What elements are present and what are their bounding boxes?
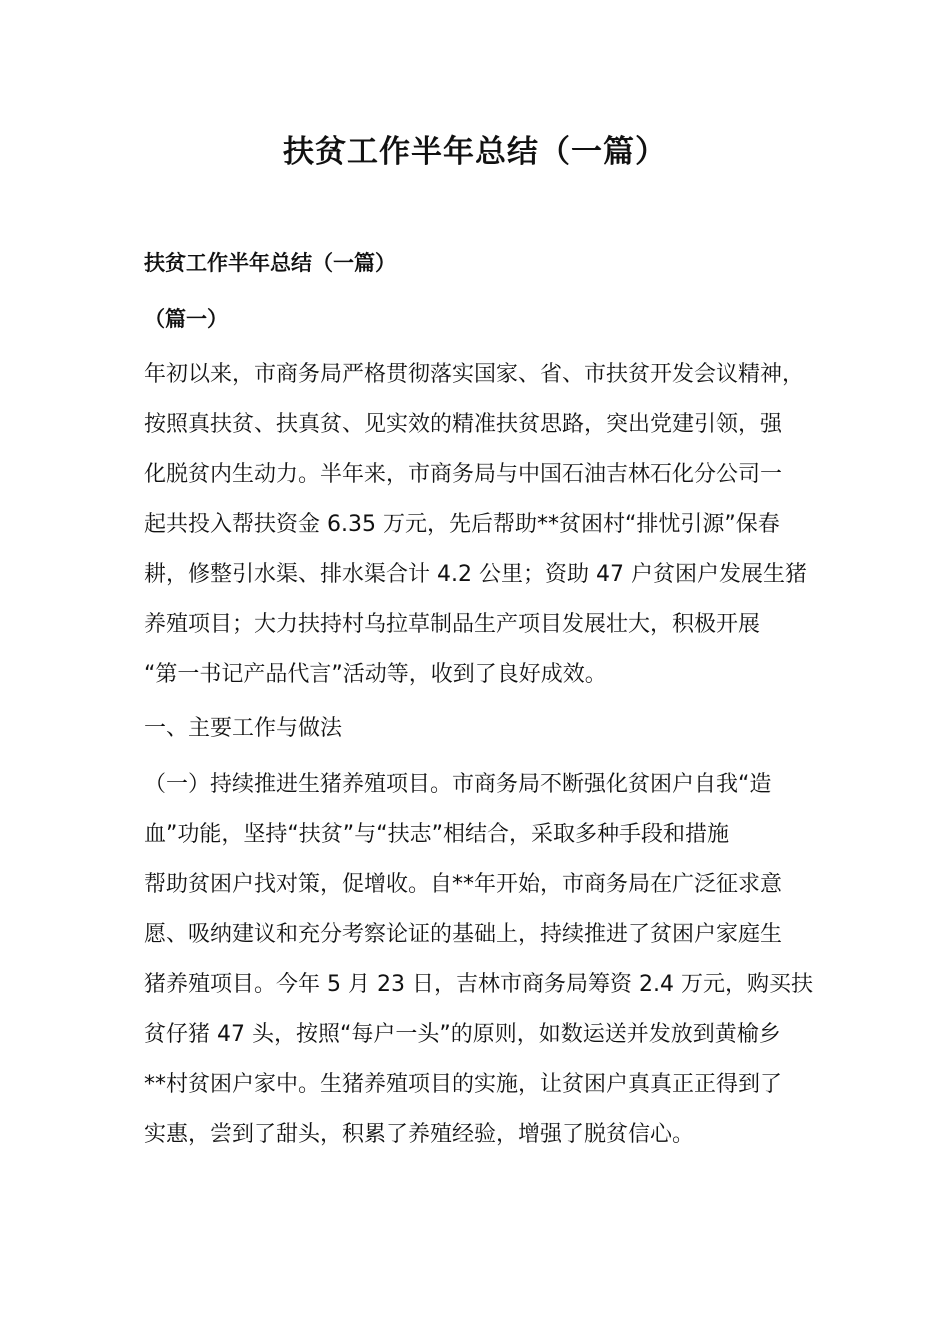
paragraph-line: 帮助贫困户找对策，促增收。自**年开始，市商务局在广泛征求意 bbox=[144, 872, 783, 897]
paragraph-line: 实惠，尝到了甜头，积累了养殖经验，增强了脱贫信心。 bbox=[144, 1122, 695, 1147]
paragraph-line: 化脱贫内生动力。半年来，市商务局与中国石油吉林石化分公司一 bbox=[144, 462, 783, 487]
paragraph-line: “第一书记产品代言”活动等，收到了良好成效。 bbox=[144, 662, 607, 687]
paragraph-line: **村贫困户家中。生猪养殖项目的实施，让贫困户真真正正得到了 bbox=[144, 1072, 783, 1097]
paragraph-line: 血”功能，坚持“扶贫”与“扶志”相结合，采取多种手段和措施 bbox=[144, 822, 729, 847]
paragraph-line: （一）持续推进生猪养殖项目。市商务局不断强化贫困户自我“造 bbox=[144, 772, 772, 797]
paragraph-line: 耕，修整引水渠、排水渠合计 4.2 公里；资助 47 户贫困户发展生猪 bbox=[144, 562, 807, 587]
paragraph-line: 养殖项目；大力扶持村乌拉草制品生产项目发展壮大，积极开展 bbox=[144, 612, 761, 637]
paragraph-line: 起共投入帮扶资金 6.35 万元，先后帮助**贫困村“排忧引源”保春 bbox=[144, 512, 780, 537]
document-subtitle: 扶贫工作半年总结（一篇） bbox=[144, 251, 396, 275]
paragraph-line: 贫仔猪 47 头，按照“每户一头”的原则，如数运送并发放到黄榆乡 bbox=[144, 1022, 781, 1047]
paragraph-line: 按照真扶贫、扶真贫、见实效的精准扶贫思路，突出党建引领，强 bbox=[144, 412, 783, 437]
paragraph-line: 猪养殖项目。今年 5 月 23 日，吉林市商务局筹资 2.4 万元，购买扶 bbox=[144, 972, 813, 997]
section1-paragraph bbox=[144, 760, 813, 1160]
document-title: 扶贫工作半年总结（一篇） bbox=[283, 134, 667, 170]
intro-paragraph bbox=[144, 350, 807, 700]
paragraph-line: 年初以来，市商务局严格贯彻落实国家、省、市扶贫开发会议精神， bbox=[144, 362, 805, 387]
part-label: （篇一） bbox=[144, 307, 228, 331]
paragraph-line: 愿、吸纳建议和充分考察论证的基础上，持续推进了贫困户家庭生 bbox=[144, 922, 783, 947]
section-heading: 一、主要工作与做法 bbox=[144, 716, 343, 741]
